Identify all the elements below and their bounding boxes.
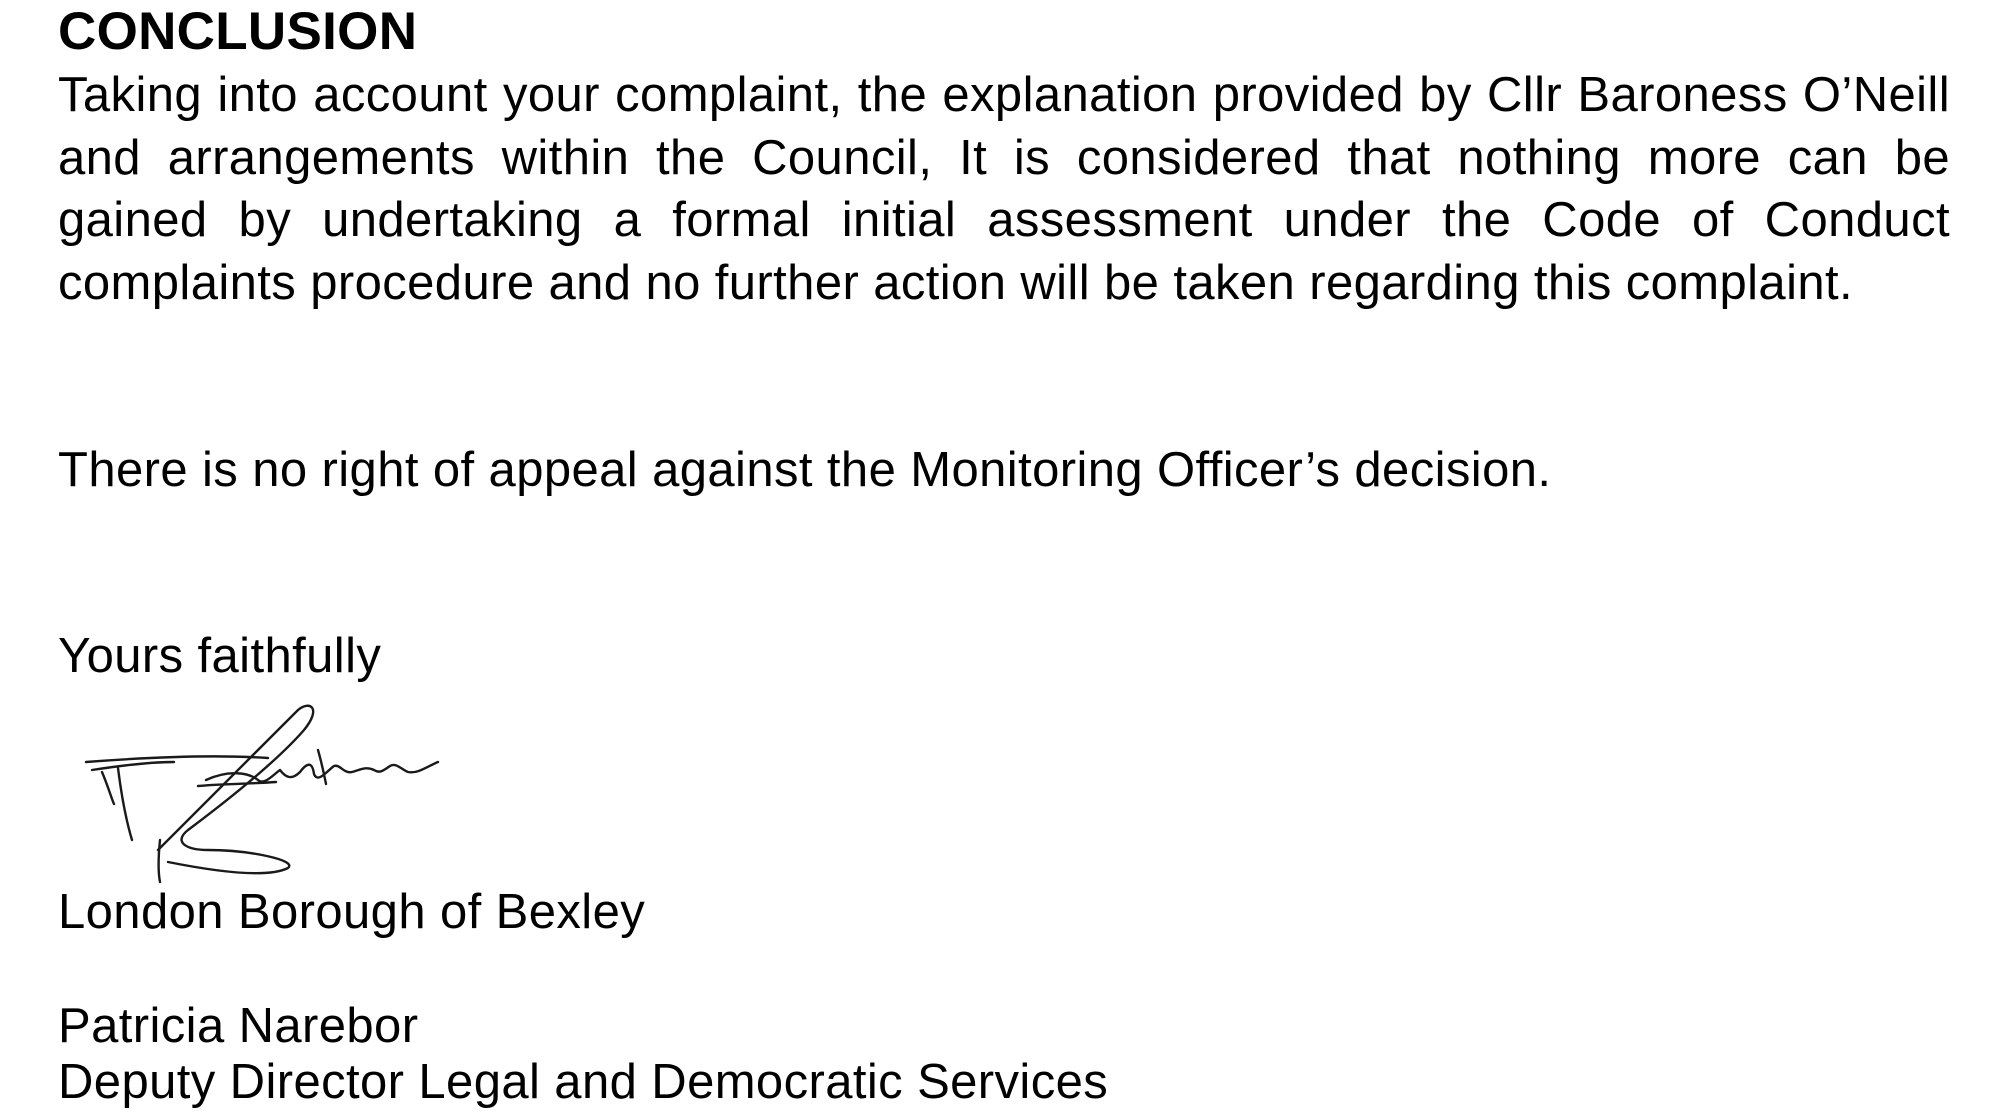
conclusion-paragraph: Taking into account your complaint, the explanation provided by Cllr Baroness O’Neill and arrangements within the Council, It is considered that nothing more can be gained by undertaking a formal initial assessment under the Code of Conduct complaints procedure and no further action will be taken regarding this complaint. [58, 68, 1950, 310]
signatory-title: Deputy Director Legal and Democratic Services [58, 1055, 1109, 1109]
appeal-note: There is no right of appeal against the Monitoring Officer’s decision. [58, 443, 1552, 497]
section-heading: CONCLUSION [58, 2, 418, 61]
closing-salutation: Yours faithfully [58, 629, 382, 683]
signatory-name: Patricia Narebor [58, 999, 419, 1053]
handwritten-signature [78, 700, 478, 884]
letter-page [58, 0, 1958, 1120]
organisation-name: London Borough of Bexley [58, 885, 646, 939]
